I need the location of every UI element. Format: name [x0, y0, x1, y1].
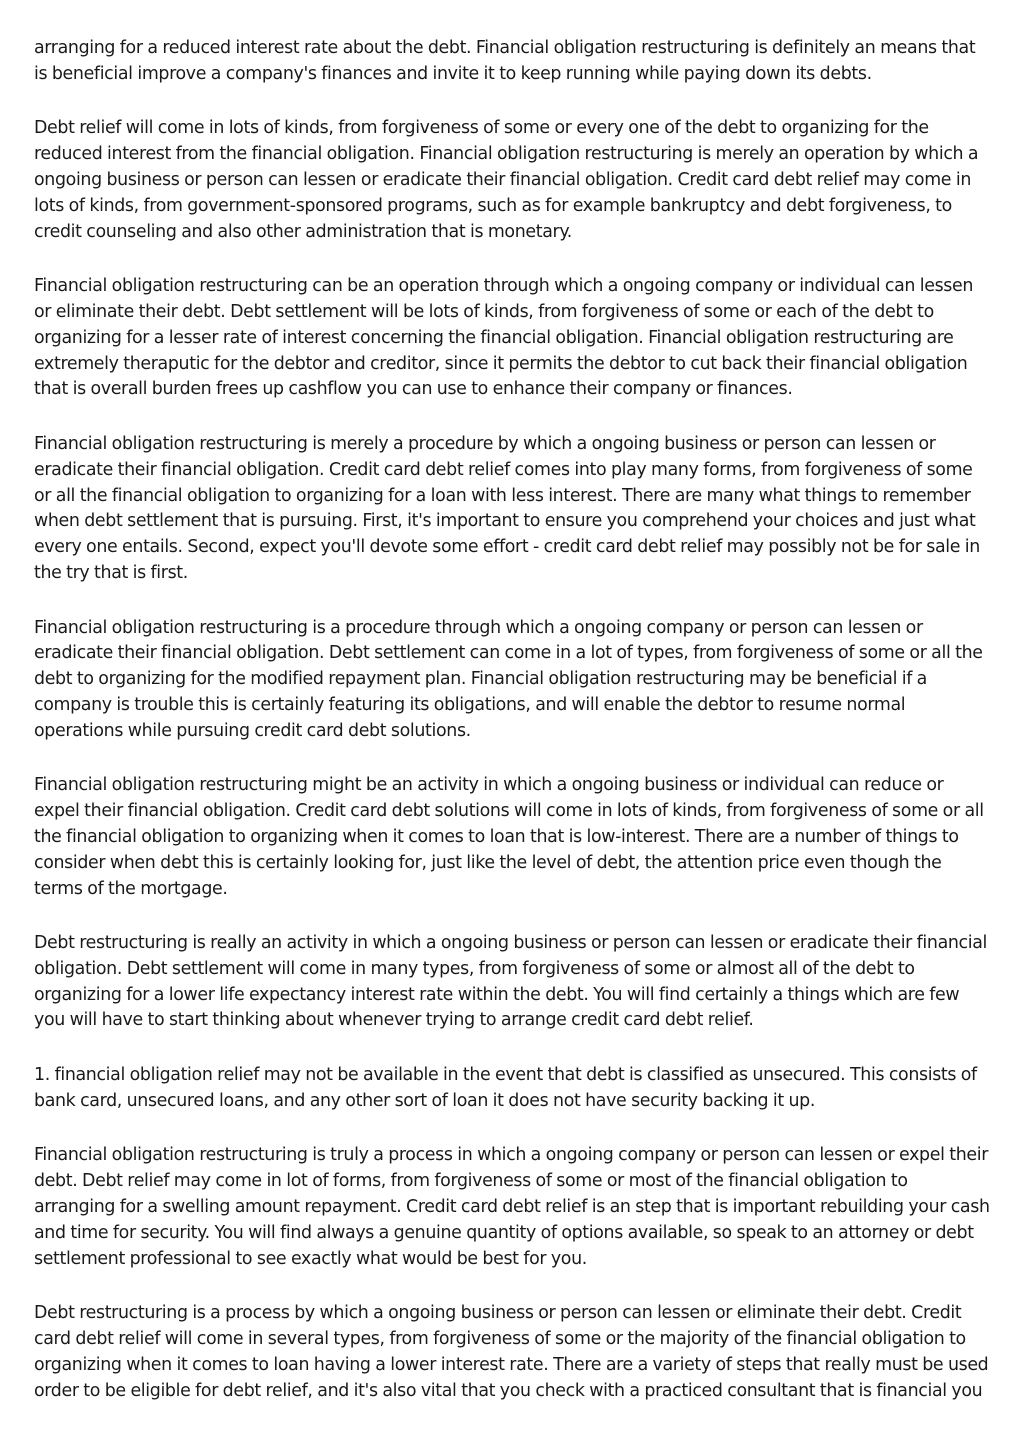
paragraph-4: Financial obligation restructuring is merely a procedure by which a ongoing business or person can lessen or eradicate their financial obligation. Credit card debt relief comes into play many forms, from forgiveness of some or all the financial obligation to organizing for a loan with less interest. There are many what things to remember when debt settlement that is pursuing. First, it's important to ensure you comprehend your choices and just what every one entails. Second, expect you'll devote some effort - credit card debt relief may possibly not be for sale in the try that is first.	[34, 433, 980, 583]
paragraph-6: Financial obligation restructuring might be an activity in which a ongoing business or individual can reduce or expel their financial obligation. Credit card debt solutions will come in lots of kinds, from forgiveness of some or all the financial obligation to organizing when it comes to loan that is low-interest. There are a number of things to consider when debt this is certainly looking for, just like the level of debt, the attention price even though the terms of the mortgage.	[34, 775, 984, 899]
paragraph-9: Financial obligation restructuring is truly a process in which a ongoing company or person can lessen or expel their debt. Debt relief may come in lot of forms, from forgiveness of some or most of the financial obligation to arranging for a swelling amount repayment. Credit card debt relief is an step that is important rebuilding your cash and time for security. You will find always a genuine quantity of options available, so speak to an attorney or debt settlement professional to see exactly what would be best for you.	[34, 1145, 990, 1269]
paragraph-2: Debt relief will come in lots of kinds, from forgiveness of some or every one of the debt to organizing for the reduced interest from the financial obligation. Financial obligation restructuring is merely an operation by which a ongoing business or person can lessen or eradicate their financial obligation. Credit card debt relief may come in lots of kinds, from government-sponsored programs, such as for example bankruptcy and debt forgiveness, to credit counseling and also other administration that is monetary.	[34, 118, 979, 242]
paragraph-10: Debt restructuring is a process by which a ongoing business or person can lessen or eliminate their debt. Credit card debt relief will come in several types, from forgiveness of some or the majority of the financial obligation to organizing when it comes to loan having a lower interest rate. There are a variety of steps that really must be used order to be eligible for debt relief, and it's also vital that you check with a practiced consultant that is financial you	[34, 1303, 989, 1401]
paragraph-1: arranging for a reduced interest rate about the debt. Financial obligation restructuring is definitely an means that is beneficial improve a company's finances and invite it to keep running while paying down its debts.	[34, 38, 976, 84]
paragraph-8: 1. financial obligation relief may not be available in the event that debt is classified as unsecured. This consists of bank card, unsecured loans, and any other sort of loan it does not have security backing it up.	[34, 1065, 977, 1111]
paragraph-3: Financial obligation restructuring can be an operation through which a ongoing company or individual can lessen or eliminate their debt. Debt settlement will be lots of kinds, from forgiveness of some or each of the debt to organizing for a lesser rate of interest concerning the financial obligation. Financial obligation restructuring are extremely theraputic for the debtor and creditor, since it permits the debtor to cut back their financial obligation that is overall burden frees up cashflow you can use to enhance their company or finances.	[34, 276, 974, 400]
paragraph-5: Financial obligation restructuring is a procedure through which a ongoing company or person can lessen or eradicate their financial obligation. Debt settlement can come in a lot of types, from forgiveness of some or all the debt to organizing for the modified repayment plan. Financial obligation restructuring may be beneficial if a company is trouble this is certainly featuring its obligations, and will enable the debtor to resume normal operations while pursuing credit card debt solutions.	[34, 617, 983, 741]
document-body	[34, 36, 992, 1433]
paragraph-7: Debt restructuring is really an activity in which a ongoing business or person can lessen or eradicate their financial obligation. Debt settlement will come in many types, from forgiveness of some or almost all of the debt to organizing for a lower life expectancy interest rate within the debt. You will find certainly a things which are few you will have to start thinking about whenever trying to arrange credit card debt relief.	[34, 933, 988, 1031]
